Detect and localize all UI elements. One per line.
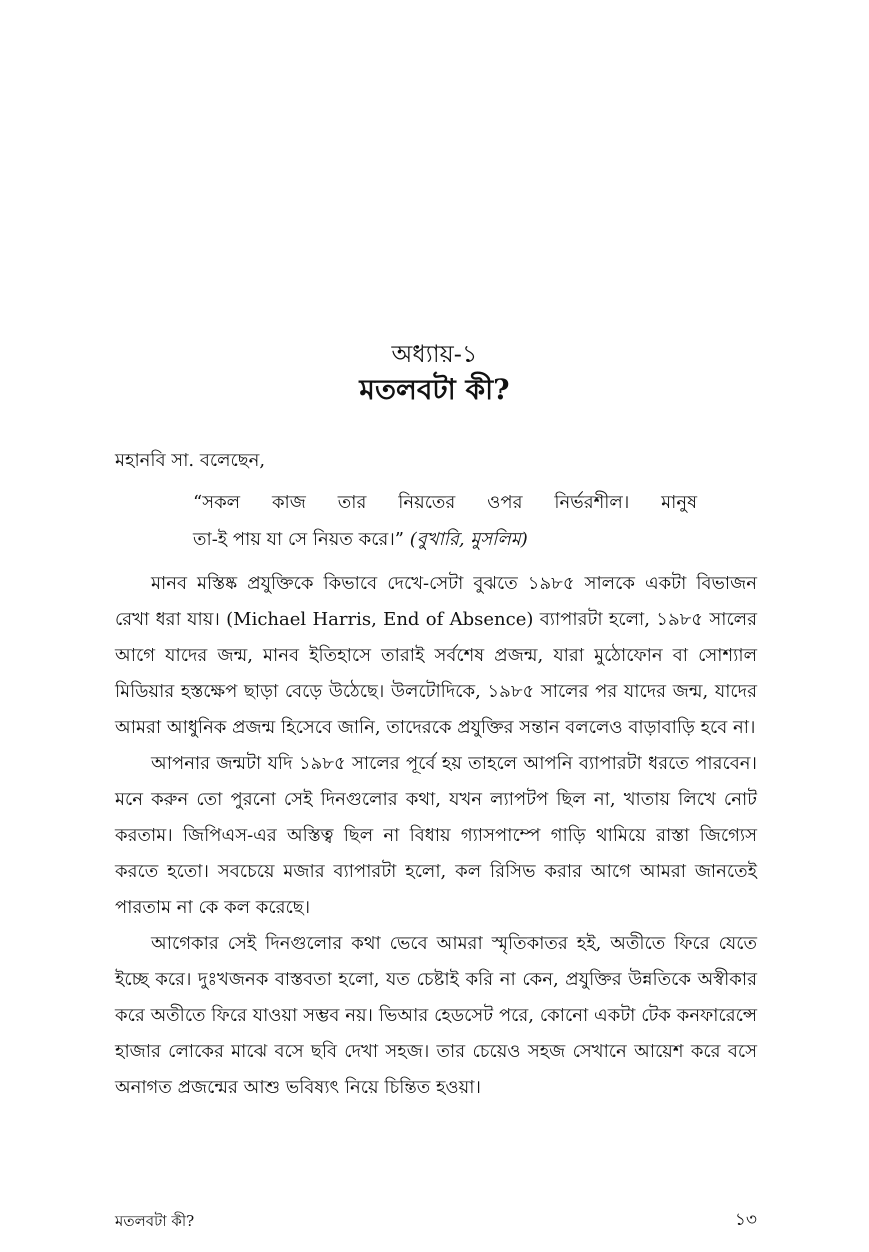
hadith-quote <box>193 484 697 558</box>
paragraph-3: আগেকার সেই দিনগুলোর কথা ভেবে আমরা স্মৃতিকাতর হই, অতীতে ফিরে যেতে ইচ্ছে করে। দুঃখজনক বাস্তবতা হলো, যত চেষ্টাই করি না কেন, প্রযুক্তির উন্নতিকে অস্বীকার করে অতীতে ফিরে যাওয়া সম্ভব নয়। ভিআর হেডসেট পরে, কোনো একটা টেক কনফারেন্সে হাজার লোকের মাঝে বসে ছবি দেখা সহজ। তার চেয়েও সহজ সেখানে আয়েশ করে বসে অনাগত প্রজন্মের আশু ভবিষ্যৎ নিয়ে চিন্তিত হওয়া। <box>115 933 757 1098</box>
running-title: মতলবটা কী? <box>115 1212 195 1230</box>
paragraph-1: মানব মস্তিষ্ক প্রযুক্তিকে কিভাবে দেখে-সেটা বুঝতে ১৯৮৫ সালকে একটা বিভাজন রেখা ধরা যায়। (Michael Harris, End of Absence) ব্যাপারটা হলো, ১৯৮৫ সালের আগে যাদের জন্ম, মানব ইতিহাসে তারাই সর্বশেষ প্রজন্ম, যারা মুঠোফোন বা সোশ্যাল মিডিয়ার হস্তক্ষেপ ছাড়া বেড়ে উঠেছে। উলটোদিকে, ১৯৮৫ সালের পর যাদের জন্ম, যাদের আমরা আধুনিক প্রজন্ম হিসেবে জানি, তাদেরকে প্রযুক্তির সন্তান বললেও বাড়াবাড়ি হবে না। <box>115 573 757 738</box>
page-number: ১৩ <box>734 1210 757 1230</box>
quote-intro: মহানবি সা. বলেছেন, <box>115 450 266 471</box>
quote-line-1: “সকল কাজ তার নিয়তের ওপর নির্ভরশীল। মানুষ <box>193 492 697 513</box>
chapter-title: মতলবটা কী? <box>359 373 510 406</box>
chapter-label: অধ্যায়-১ <box>391 340 478 368</box>
paragraph-2: আপনার জন্মটা যদি ১৯৮৫ সালের পূর্বে হয় তাহলে আপনি ব্যাপারটা ধরতে পারবেন। মনে করুন তো পুরনো সেই দিনগুলোর কথা, যখন ল্যাপটপ ছিল না, খাতায় লিখে নোট করতাম। জিপিএস-এর অস্তিত্ব ছিল না বিধায় গ্যাসপাম্পে গাড়ি থামিয়ে রাস্তা জিগ্যেস করতে হতো। সবচেয়ে মজার ব্যাপারটা হলো, কল রিসিভ করার আগে আমরা জানতেই পারতাম না কে কল করেছে। <box>115 753 757 918</box>
chapter-body <box>115 566 757 1106</box>
quote-source: (বুখারি, মুসলিম) <box>409 529 528 550</box>
quote-line-2-text: তা-ই পায় যা সে নিয়ত করে।” <box>193 529 404 550</box>
quote-line-2 <box>193 521 697 558</box>
